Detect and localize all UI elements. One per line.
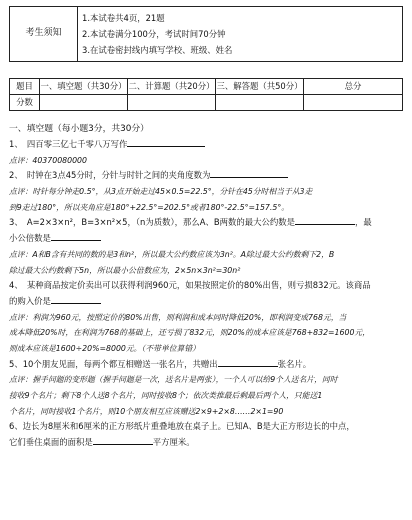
comment-3: 除过最大公约数剩下5n，所以最小公倍数应为，2×5n×3n²=30n² bbox=[9, 265, 241, 275]
answer-blank bbox=[218, 357, 278, 367]
notice-line: 1.本试卷共4页，21题 bbox=[82, 13, 165, 23]
answer-blank bbox=[51, 294, 101, 304]
answer-blank bbox=[127, 137, 205, 147]
question-3-cont bbox=[9, 231, 403, 247]
question-6: 6、边长为8厘米和6厘米的正方形纸片重叠地放在桌子上。已知A、B是大正方形边长的中点， bbox=[9, 421, 355, 432]
score-row-label: 分数 bbox=[10, 95, 40, 111]
question-text: 3、 A=2×3×n²，B=3×n²×5，（n为质数），那么A、B两数的最大公约数是 bbox=[9, 217, 295, 228]
score-header-cell: 总分 bbox=[304, 79, 403, 95]
question-text: 张名片。 bbox=[277, 358, 312, 369]
score-cell bbox=[40, 95, 128, 111]
answer-blank bbox=[51, 231, 101, 241]
comment-4: 则成本应该是1600÷20%=8000元。（不带单位算错） bbox=[9, 343, 200, 353]
score-cell bbox=[128, 95, 216, 111]
question-text: 1、 四百零三亿七千零八万写作 bbox=[9, 139, 128, 149]
question-text: 5、10个朋友见面，每两个都互相赠送一张名片，共赠出 bbox=[9, 358, 218, 369]
notice-label: 考生须知 bbox=[10, 7, 78, 62]
question-5 bbox=[9, 357, 403, 373]
score-table bbox=[9, 78, 403, 111]
question-2 bbox=[9, 168, 403, 184]
comment-4: 点评：利润为960元，按照定价的80%出售，则利润和成本同时降低20%，即利润变成768元，当 bbox=[9, 312, 347, 322]
comment-2: 到9走过180°，所以夹角应是180°+22.5°=202.5°或者180°-22.5°=157.5°。 bbox=[9, 202, 290, 212]
question-text: 平方厘米。 bbox=[152, 437, 195, 448]
section-title: 一、填空题（每小题3分，共30分） bbox=[9, 124, 149, 134]
question-1 bbox=[9, 137, 403, 153]
comment-2: 点评：时针每分钟走0.5°，从3点开始走过45×0.5=22.5°，分针在45分时相当于从3走 bbox=[9, 187, 313, 197]
question-text: 小公倍数是 bbox=[9, 233, 51, 244]
comment-1: 点评：40370080000 bbox=[9, 155, 87, 165]
question-4: 4、 某种商品按定价卖出可以获得利润960元，如果按照定价的80%出售，则亏损832元。该商品 bbox=[9, 280, 371, 291]
score-cell bbox=[304, 95, 403, 111]
comment-5: 点评：握手问题的变形题（握手问题是一次，送名片是两张），一个人可以给9个人送名片，同时 bbox=[9, 375, 338, 385]
exam-notice-table bbox=[9, 6, 403, 62]
notice-lines bbox=[78, 7, 403, 62]
question-3 bbox=[9, 215, 403, 231]
answer-blank bbox=[210, 168, 288, 178]
score-cell bbox=[216, 95, 304, 111]
comment-5: 接收9个名片；剩下8个人送8个名片，同时接收8个；依次类推最后剩最后两个人，只能送1 bbox=[9, 391, 323, 400]
question-text: 2、 时钟在3点45分时，分针与时针之间的夹角度数为 bbox=[9, 170, 211, 181]
notice-line: 2.本试卷满分100分，考试时间70分钟 bbox=[82, 29, 226, 39]
question-text: 的购入价是 bbox=[9, 295, 51, 306]
answer-blank bbox=[295, 215, 355, 225]
question-4-cont bbox=[9, 294, 403, 310]
score-header-cell: 题目 bbox=[10, 79, 40, 95]
question-6-cont bbox=[9, 435, 403, 451]
score-table-row bbox=[10, 95, 403, 111]
score-header-cell: 二、计算题（共20分） bbox=[128, 79, 216, 95]
question-text: 它们垂住桌面的面积是 bbox=[9, 437, 93, 448]
score-header-cell: 一、填空题（共30分） bbox=[40, 79, 128, 95]
question-section bbox=[9, 121, 403, 451]
comment-5: 个名片，同时接收1个名片，则10个朋友相互应该赠送2×9+2×8……2×1=90 bbox=[9, 406, 284, 416]
answer-blank bbox=[93, 435, 153, 445]
score-header-cell: 三、解答题（共50分） bbox=[216, 79, 304, 95]
comment-3: 点评：A和B含有共同的数的是3和n²，所以最大公约数应该为3n²。A除过最大公约数剩下2，B bbox=[9, 249, 335, 259]
question-text: ，最 bbox=[355, 217, 372, 228]
comment-4: 成本降低20%时，在利润为768的基础上，还亏损了832元，则20%的成本应该是768+832=1600元， bbox=[9, 328, 370, 338]
score-table-header bbox=[10, 79, 403, 95]
notice-line: 3.在试卷密封线内填写学校、班级、姓名 bbox=[82, 45, 233, 55]
